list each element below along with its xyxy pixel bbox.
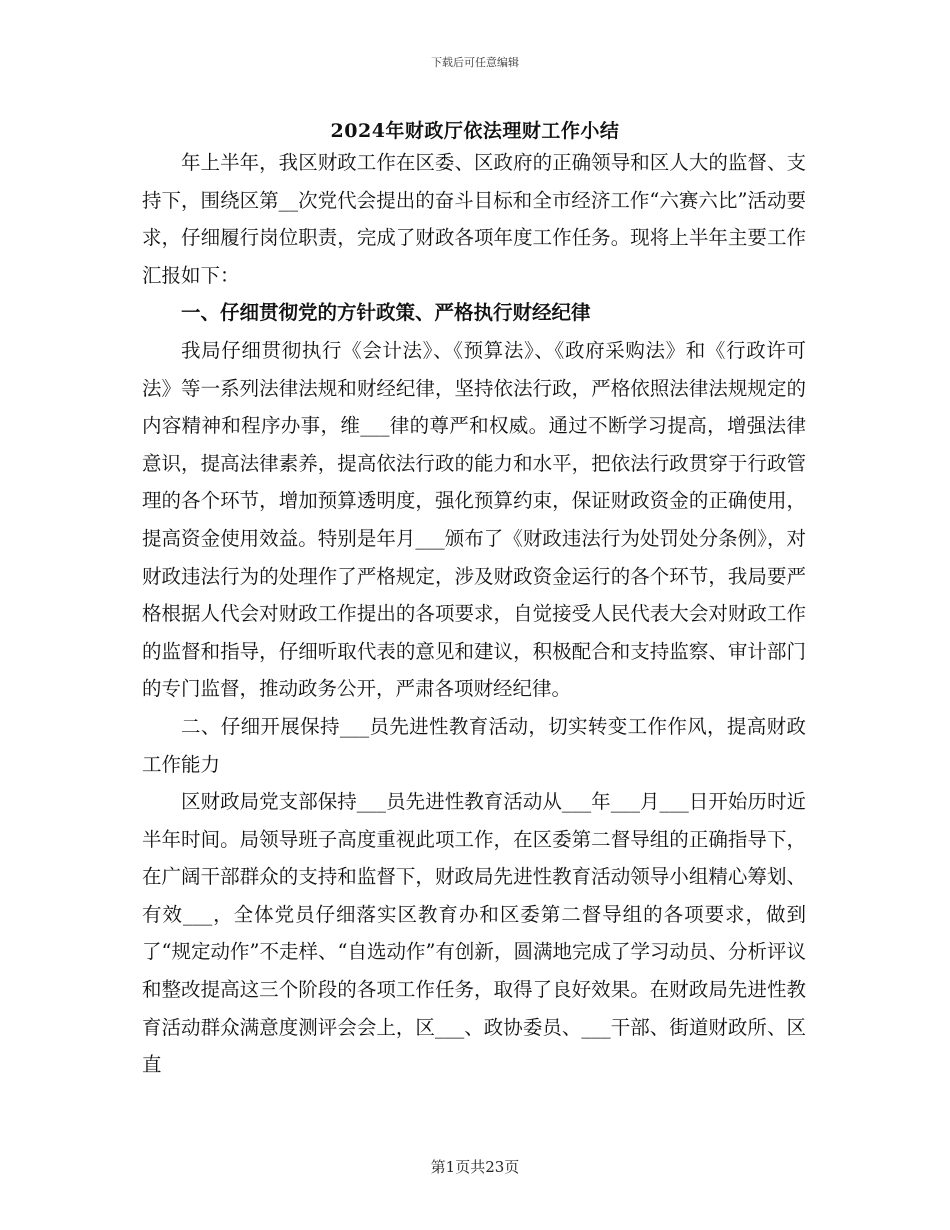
- document-body: [142, 144, 806, 1084]
- page-number: 第1页共23页: [430, 1158, 520, 1176]
- paragraph-section-1: 我局仔细贯彻执行《会计法》、《预算法》、《政府采购法》和《行政许可法》等一系列法律法规和财经纪律，坚持依法行政，严格依照法律法规规定的内容精神和程序办事，维___律的尊严和权威。通过不断学习提高，增强法律意识，提高法律素养，提高依法行政的能力和水平，把依法行政贯穿于行政管理的各个环节，增加预算透明度，强化预算约束，保证财政资金的正确使用，提高资金使用效益。特别是年月___颁布了《财政违法行为处罚处分条例》，对财政违法行为的处理作了严格规定，涉及财政资金运行的各个环节，我局要严格根据人代会对财政工作提出的各项要求，自觉接受人民代表大会对财政工作的监督和指导，仔细听取代表的意见和建议，积极配合和支持监察、审计部门的专门监督，推动政务公开，严肃各项财经纪律。: [142, 338, 806, 701]
- section-heading-2: 二、仔细开展保持___员先进性教育活动，切实转变工作作风，提高财政工作能力: [142, 714, 806, 776]
- document-title: 2024年财政厅依法理财工作小结: [330, 120, 620, 142]
- header-note: 下载后可任意编辑: [431, 56, 519, 69]
- section-heading-1: 一、仔细贯彻党的方针政策、严格执行财经纪律: [181, 301, 591, 325]
- paragraph-intro: 年上半年，我区财政工作在区委、区政府的正确领导和区人大的监督、支持下，围绕区第__次党代会提出的奋斗目标和全市经济工作“六赛六比”活动要求，仔细履行岗位职责，完成了财政各项年度工作任务。现将上半年主要工作汇报如下：: [142, 151, 806, 287]
- paragraph-section-2: 区财政局党支部保持___员先进性教育活动从___年___月___日开始历时近半年时间。局领导班子高度重视此项工作，在区委第二督导组的正确指导下，在广阔干部群众的支持和监督下，财政局先进性教育活动领导小组精心筹划、有效___，全体党员仔细落实区教育办和区委第二督导组的各项要求，做到了“规定动作”不走样、“自选动作”有创新，圆满地完成了学习动员、分析评议和整改提高这三个阶段的各项工作任务，取得了良好效果。在财政局先进性教育活动群众满意度测评会会上，区___、政协委员、___干部、街道财政所、区直: [142, 790, 806, 1077]
